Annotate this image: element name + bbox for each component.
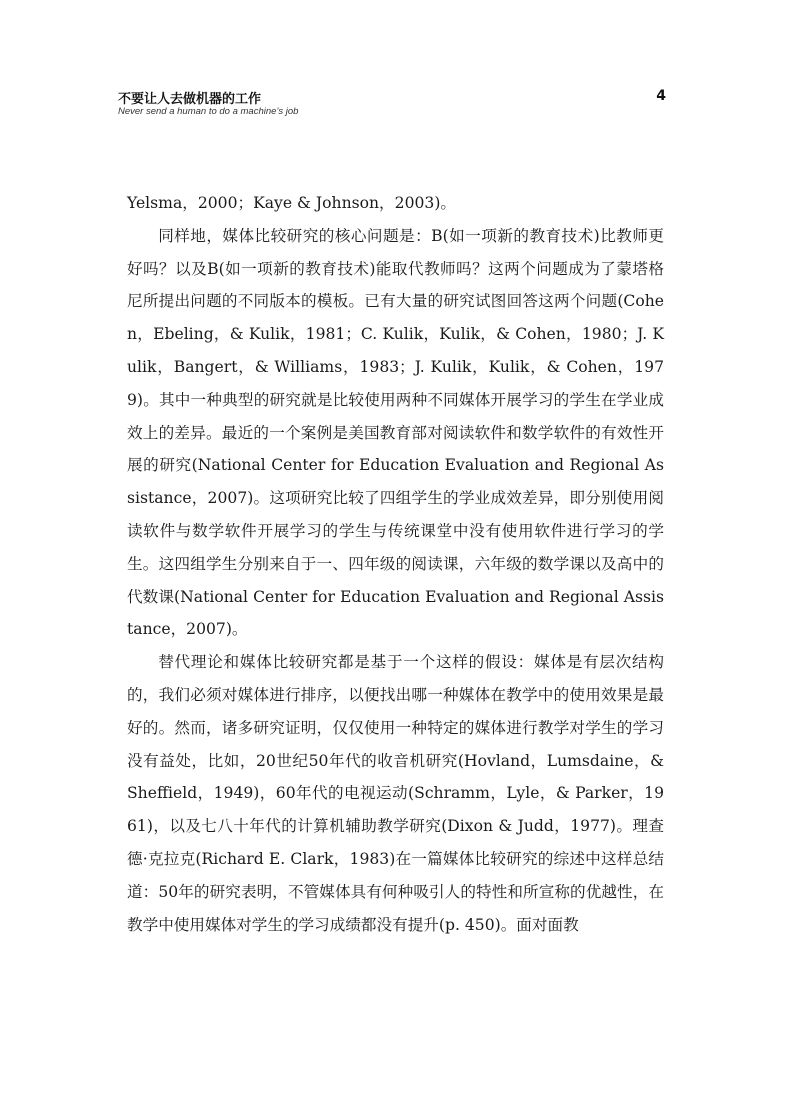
page-number: 4 [656, 88, 666, 104]
chapter-title: 不要让人去做机器的工作 [118, 92, 262, 107]
body-text [127, 187, 664, 941]
running-header [118, 88, 666, 122]
paragraph: 替代理论和媒体比较研究都是基于一个这样的假设：媒体是有层次结构的，我们必须对媒体进行排序，以便找出哪一种媒体在教学中的使用效果是最好的。然而，诸多研究证明，仅仅使用一种特定的媒体进行教学对学生的学习没有益处，比如，20世纪50年代的收音机研究(Hovland，Lumsdaine，& Sheffield，1949)，60年代的电视运动(Schramm，Lyle，& Parker，1961)，以及七八十年代的计算机辅助教学研究(Dixon & Judd，1977)。理查德·克拉克(Richard E. Clark，1983)在一篇媒体比较研究的综述中这样总结道：50年的研究表明，不管媒体具有何种吸引人的特性和所宣称的优越性，在教学中使用媒体对学生的学习成绩都没有提升(p. 450)。面对面教 [127, 653, 664, 934]
paragraph: 同样地，媒体比较研究的核心问题是：B(如一项新的教育技术)比教师更好吗？以及B(如一项新的教育技术)能取代教师吗？这两个问题成为了蒙塔格尼所提出问题的不同版本的模板。已有大量的研究试图回答这两个问题(Cohen，Ebeling，& Kulik，1981；C. Kulik，Kulik，& Cohen，1980；J. Kulik，Bangert，& Williams，1983；J. Kulik，Kulik，& Cohen，1979)。其中一种典型的研究就是比较使用两种不同媒体开展学习的学生在学业成效上的差异。最近的一个案例是美国教育部对阅读软件和数学软件的有效性开展的研究(National Center for Education Evaluation and Regional Assistance，2007)。这项研究比较了四组学生的学业成效差异，即分别使用阅读软件与数学软件开展学习的学生与传统课堂中没有使用软件进行学习的学生。这四组学生分别来自于一、四年级的阅读课，六年级的数学课以及高中的代数课(National Center for Education Evaluation and Regional Assistance，2007)。 [127, 226, 664, 639]
chapter-subtitle: Never send a human to do a machine’s job [118, 106, 299, 117]
paragraph: Yelsma，2000；Kaye & Johnson，2003)。 [127, 194, 457, 212]
